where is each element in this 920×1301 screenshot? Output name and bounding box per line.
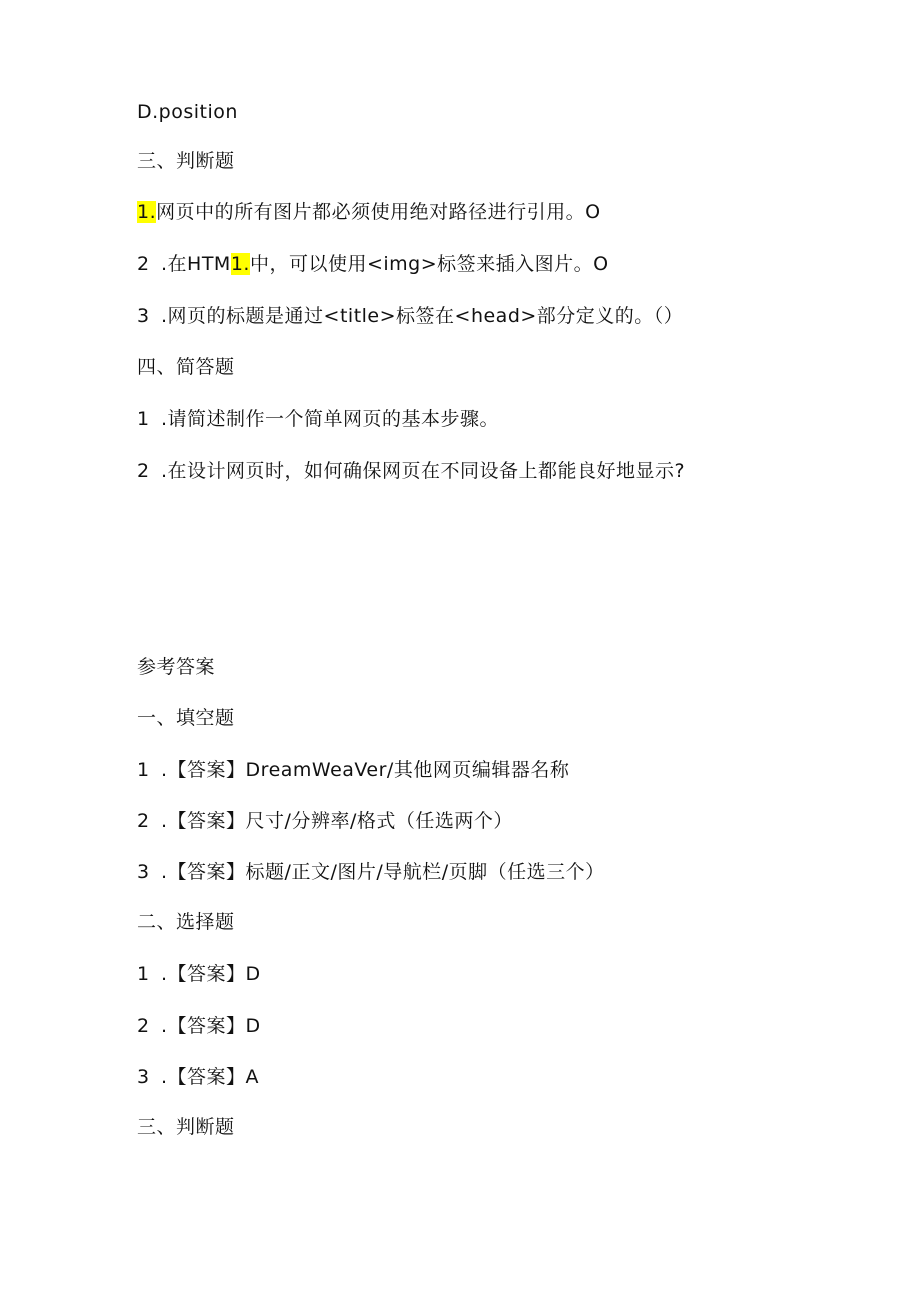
choice-answer-1-text: .【答案】D	[161, 963, 261, 985]
fill-answer-1	[137, 757, 569, 783]
choice-answer-2-text: .【答案】D	[161, 1015, 261, 1037]
judgment-item-2	[137, 251, 609, 277]
judgment-item-1-text: 网页中的所有图片都必须使用绝对路径进行引用。O	[156, 201, 601, 223]
judgment-item-1	[137, 199, 601, 225]
choice-answer-3-text: .【答案】A	[161, 1066, 260, 1088]
answers-title: 参考答案	[137, 656, 216, 678]
short-answer-item-1-text: .请简述制作一个简单网页的基本步骤。	[161, 408, 500, 430]
fill-answer-3	[137, 859, 605, 885]
fill-heading: 一、填空题	[137, 707, 235, 729]
choice-heading: 二、选择题	[137, 911, 235, 933]
choice-answer-1-num: 1	[137, 963, 150, 985]
choice-answer-1	[137, 961, 261, 987]
fill-answer-2-num: 2	[137, 810, 150, 832]
judgment-heading: 三、判断题	[137, 150, 235, 172]
short-answer-item-2	[137, 458, 685, 484]
fill-answer-1-num: 1	[137, 759, 150, 781]
judgment-item-3-num: 3	[137, 305, 150, 327]
judgment-item-3-text: .网页的标题是通过<title>标签在<head>部分定义的。（）	[161, 305, 684, 327]
highlight-mark: 1.	[137, 201, 157, 223]
option-d	[137, 99, 238, 125]
fill-answer-3-num: 3	[137, 861, 150, 883]
choice-answer-3-num: 3	[137, 1066, 150, 1088]
fill-answer-1-text: .【答案】DreamWeaVer/其他网页编辑器名称	[161, 759, 570, 781]
choice-answer-3	[137, 1064, 259, 1090]
short-answer-item-1-num: 1	[137, 408, 150, 430]
choice-answer-2	[137, 1013, 261, 1039]
fill-answer-3-text: .【答案】标题/正文/图片/导航栏/页脚（任选三个）	[161, 861, 605, 883]
short-answer-item-1	[137, 406, 499, 432]
choice-answer-2-num: 2	[137, 1015, 150, 1037]
judgment-item-2-num: 2	[137, 253, 150, 275]
judgment-item-2-pre: .在HTM	[161, 253, 231, 275]
short-answer-item-2-num: 2	[137, 460, 150, 482]
judgment-item-2-post: 中，可以使用<img>标签来插入图片。O	[249, 253, 609, 275]
short-answer-heading: 四、简答题	[137, 356, 235, 378]
judgment-item-3	[137, 303, 683, 329]
option-d-text: D.position	[137, 101, 238, 123]
fill-answer-2-text: .【答案】尺寸/分辨率/格式（任选两个）	[161, 810, 513, 832]
highlight-mark: 1.	[230, 253, 250, 275]
short-answer-item-2-text: .在设计网页时，如何确保网页在不同设备上都能良好地显示?	[161, 460, 686, 482]
judgment-answers-heading: 三、判断题	[137, 1116, 235, 1138]
fill-answer-2	[137, 808, 513, 834]
